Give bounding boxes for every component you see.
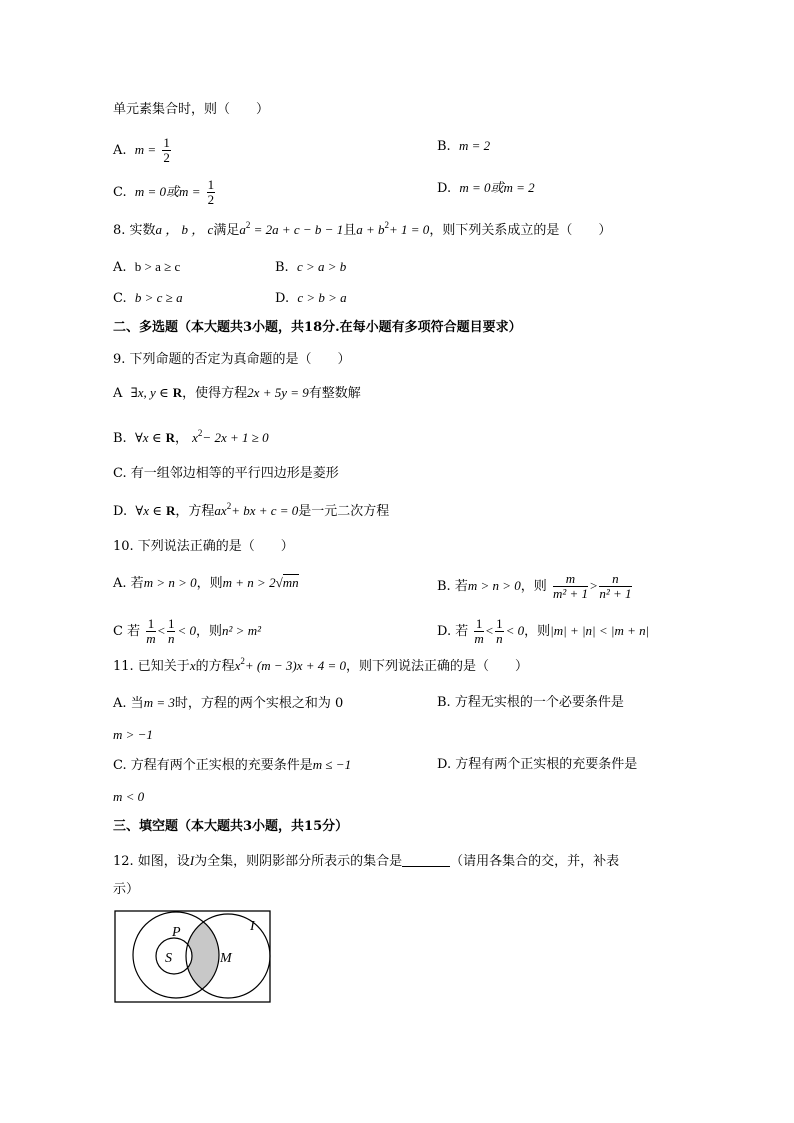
q11-option-d: D. 方程有两个正实根的充要条件是 — [437, 757, 638, 772]
q12-stem-continued: 示） — [113, 882, 140, 897]
answer-blank[interactable] — [402, 853, 450, 867]
venn-diagram — [114, 910, 272, 1004]
q11-option-c: C. 方程有两个正实根的充要条件是m ≤ −1 — [113, 757, 352, 773]
q11-option-b-condition: m > −1 — [113, 727, 153, 742]
q10-option-b: B. 若m > n > 0，则 $\frac{m}{\text{m² + 1}}$ > $\frac{n}{\text{n² + 1}}$ — [437, 571, 632, 601]
q10-option-d: D. 若 $\frac{1}{m}$ < $\frac{1}{n}$ < 0，则|m| + |n| < |m + n| — [437, 616, 650, 646]
q7-stem: 单元素集合时，则（ ） — [113, 102, 270, 117]
q11-option-b: B. 方程无实根的一个必要条件是 — [437, 695, 624, 710]
q8-option-d: D. c > b > a — [275, 290, 347, 306]
section-heading-fill-in: 三、填空题（本大题共3小题，共15分） — [113, 819, 349, 834]
q9-option-b: B. ∀x ∈ R， $x^2- 2x + 1 \ge 0$ — [113, 428, 269, 446]
q10-stem: 10. 下列说法正确的是（ ） — [113, 539, 294, 554]
q7-option-b: B. m = 2 — [437, 138, 491, 154]
q9-option-c: C. 有一组邻边相等的平行四边形是菱形 — [113, 466, 339, 481]
label-i: I — [250, 919, 255, 934]
q11-stem: 11. 已知关于x的方程$x^2+ (m - 3)x + 4 = 0$，则下列说法正确的是（ ） — [113, 656, 529, 674]
q7-option-c: C. m = 0或m = $\frac{1}{2}$ — [113, 177, 215, 207]
q7-option-d: D. m = 0或m = 2 — [437, 180, 535, 196]
q11-option-d-condition: m < 0 — [113, 789, 145, 804]
q8-stem: 8. 实数a ， b ， c满足$a^2 = 2a + c - b - 1$且$a + b^2+ 1 = 0$，则下列关系成立的是（ ） — [113, 220, 612, 238]
section-heading-multiple-choice: 二、多选题（本大题共3小题，共18分.在每小题有多项符合题目要求） — [113, 320, 522, 335]
q8-option-a: A. b > a ≥ c — [113, 259, 181, 275]
label-m: M — [220, 951, 232, 966]
q9-option-a: A ∃x, y ∈ R，使得方程2x + 5y = 9有整数解 — [113, 385, 361, 401]
q12-stem: 12. 如图，设I为全集，则阴影部分所表示的集合是 （请用各集合的交，并，补表 — [113, 853, 620, 869]
q10-option-a: A. 若m > n > 0，则m + n > 2√mn — [113, 575, 299, 591]
q7-option-a: A. m = $\frac{1}{2}$ — [113, 135, 170, 165]
q9-option-d: D. ∀x ∈ R，方程$ax^2+$ bx + c = 0是一元二次方程 — [113, 501, 390, 519]
q11-option-a: A. 当m = 3时，方程的两个实根之和为 0 — [113, 695, 344, 711]
label-s: S — [165, 951, 172, 966]
label-p: P — [172, 925, 181, 940]
q10-option-c: C 若 $\frac{1}{m}$ < $\frac{1}{n}$ < 0，则n² > m² — [113, 616, 261, 646]
q9-stem: 9. 下列命题的否定为真命题的是（ ） — [113, 352, 351, 367]
q8-option-b: B. c > a > b — [275, 259, 347, 275]
q8-option-c: C. b > c ≥ a — [113, 290, 183, 306]
